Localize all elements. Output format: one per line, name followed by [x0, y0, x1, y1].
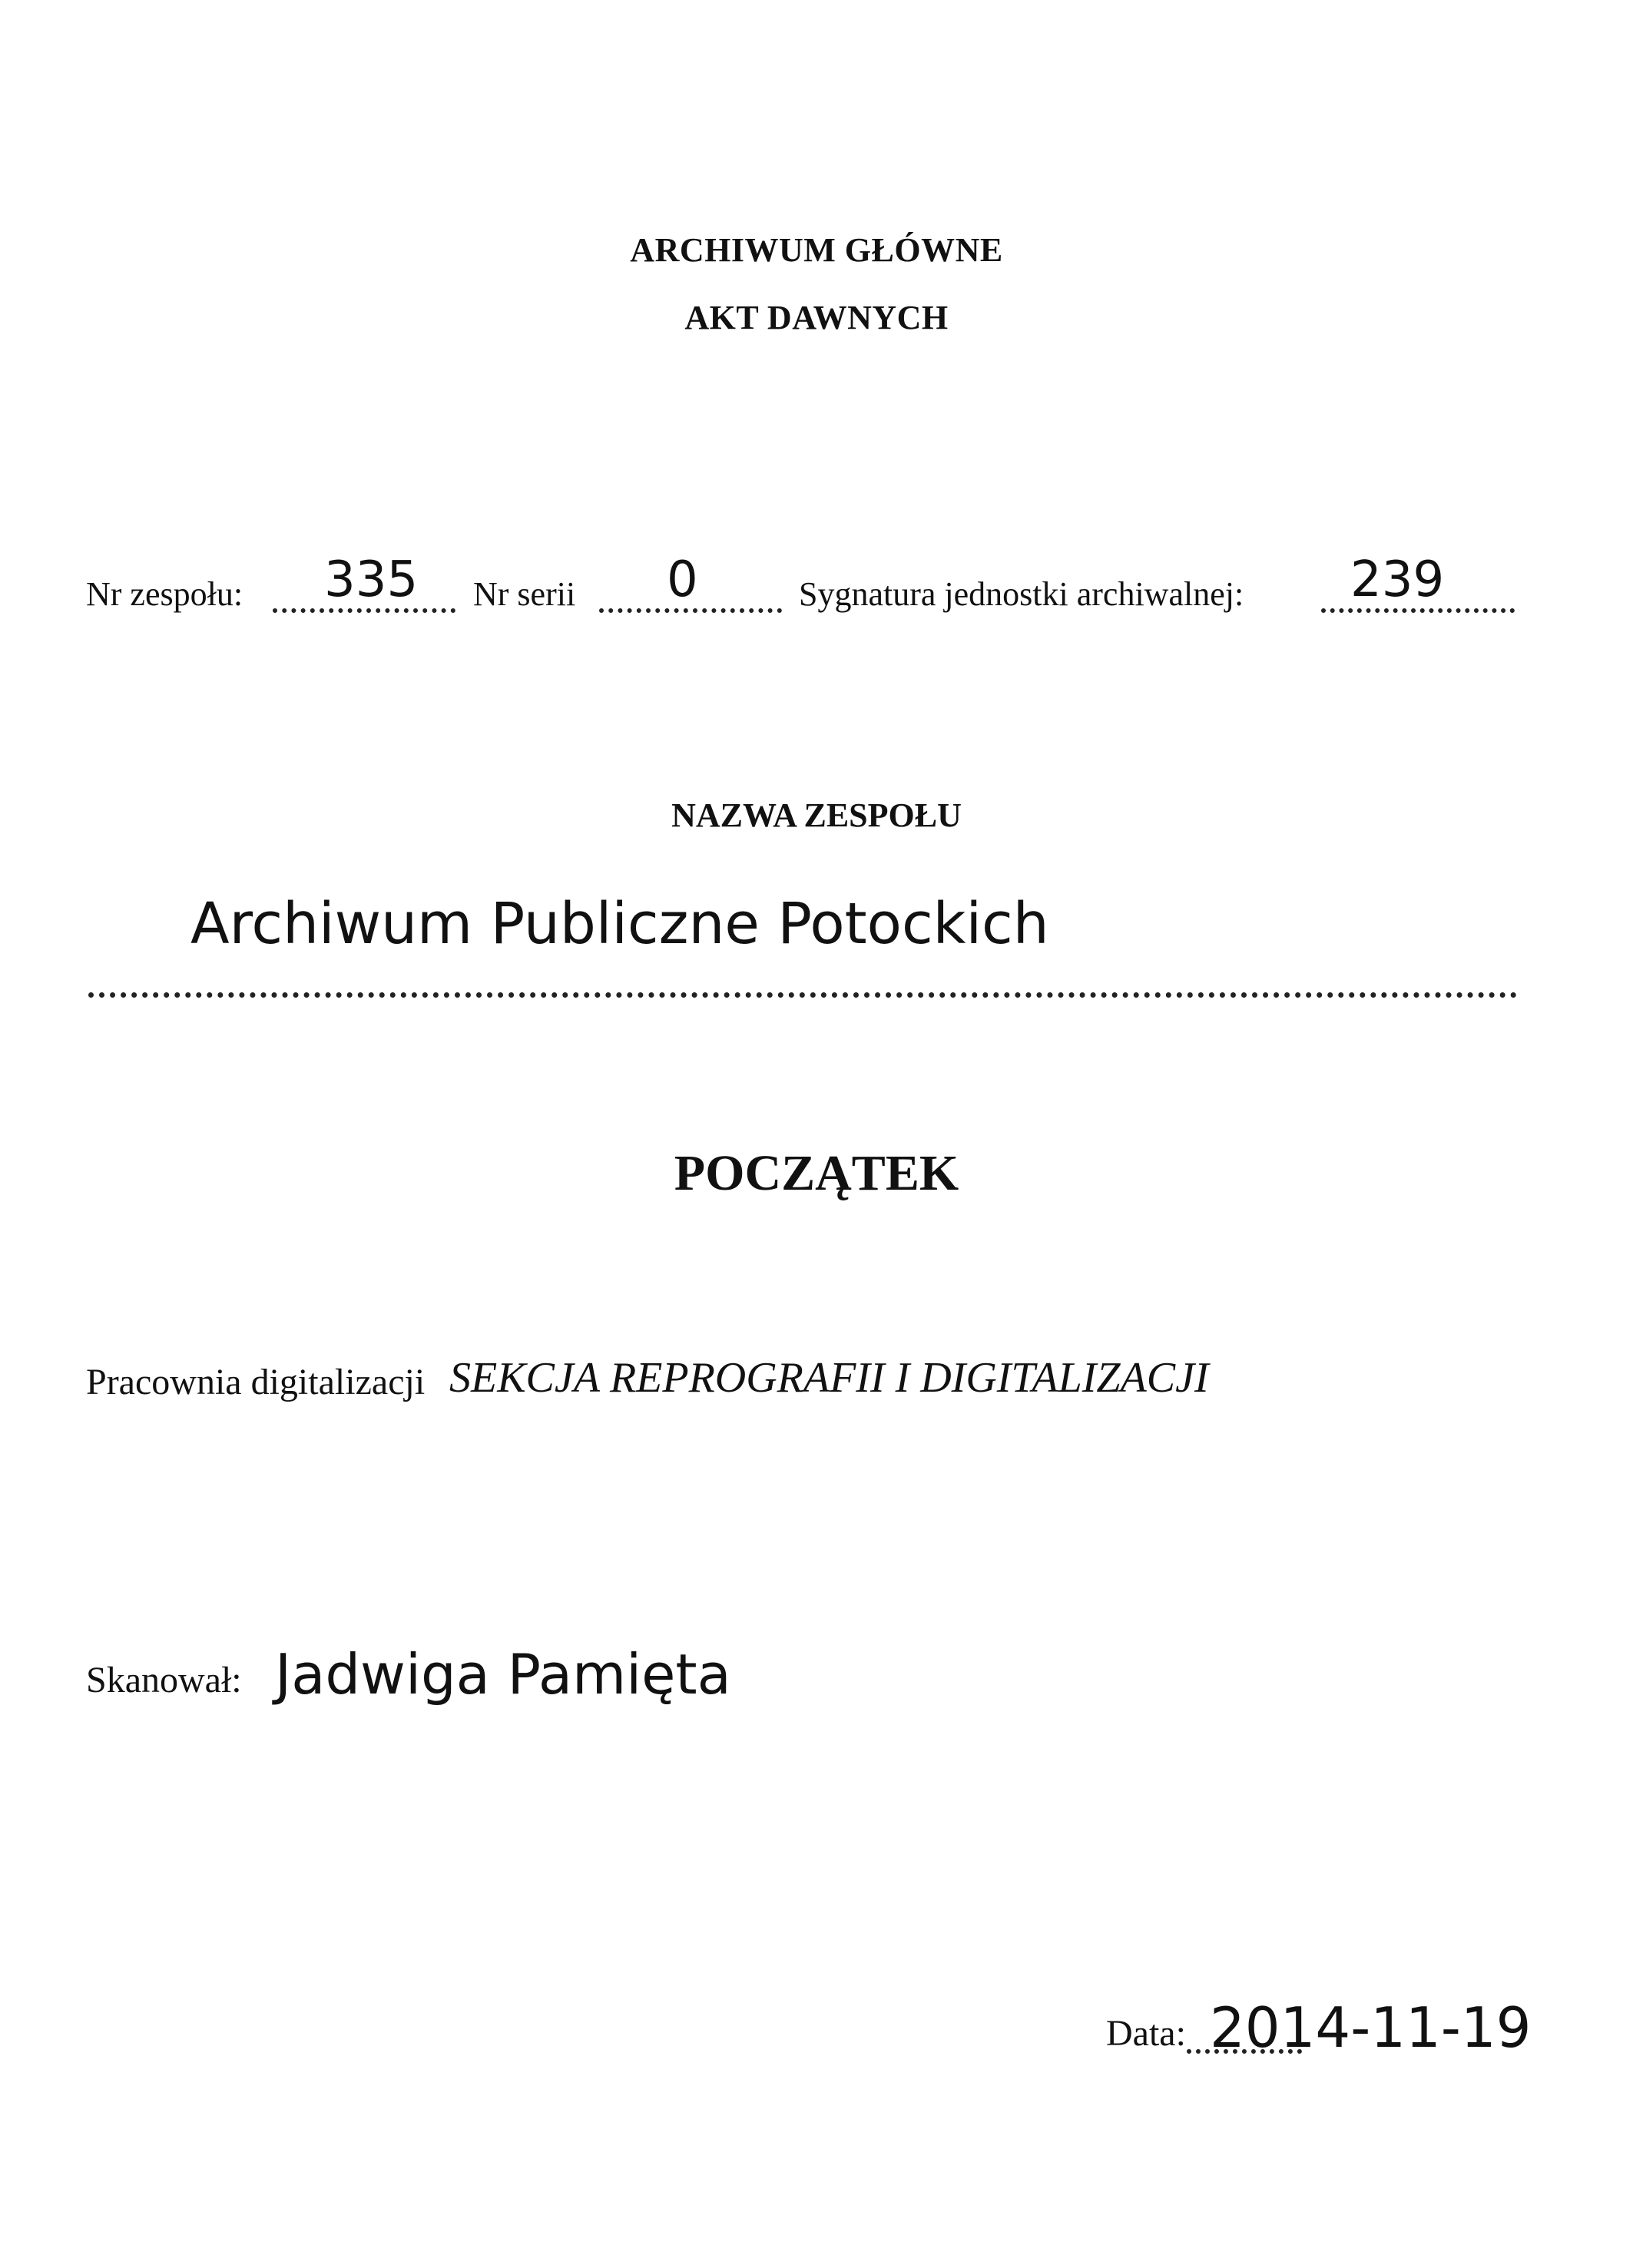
skanowal-label: Skanował:	[86, 1660, 242, 1700]
pracownia-value: SEKCJA REPROGRAFII I DIGITALIZACJI	[449, 1354, 1209, 1402]
nazwa-dotted-line	[88, 992, 1517, 998]
sygnatura-value: 239	[1350, 551, 1445, 608]
sygnatura-label: Sygnatura jednostki archiwalnej:	[799, 575, 1244, 613]
pracownia-label: Pracownia digitalizacji	[86, 1362, 426, 1402]
nr-serii-value: 0	[667, 551, 698, 608]
nr-serii-dotted-line	[599, 608, 782, 613]
data-value: 2014-11-19	[1210, 1995, 1532, 2060]
nazwa-zespolu-value: Archiwum Publiczne Potockich	[190, 891, 1049, 957]
section-title: POCZĄTEK	[674, 1145, 959, 1201]
archive-name-line1: ARCHIWUM GŁÓWNE	[630, 231, 1003, 269]
sygnatura-dotted-line	[1321, 608, 1515, 613]
skanowal-value: Jadwiga Pamięta	[275, 1642, 731, 1707]
nazwa-zespolu-heading: NAZWA ZESPOŁU	[671, 796, 962, 834]
archive-name-line2: AKT DAWNYCH	[684, 299, 949, 336]
data-label: Data:	[1106, 2013, 1186, 2054]
nr-serii-label: Nr serii	[473, 575, 576, 613]
nr-zespolu-value: 335	[324, 551, 419, 608]
nr-zespolu-dotted-line	[273, 608, 455, 613]
nr-zespolu-label: Nr zespołu:	[86, 575, 243, 613]
